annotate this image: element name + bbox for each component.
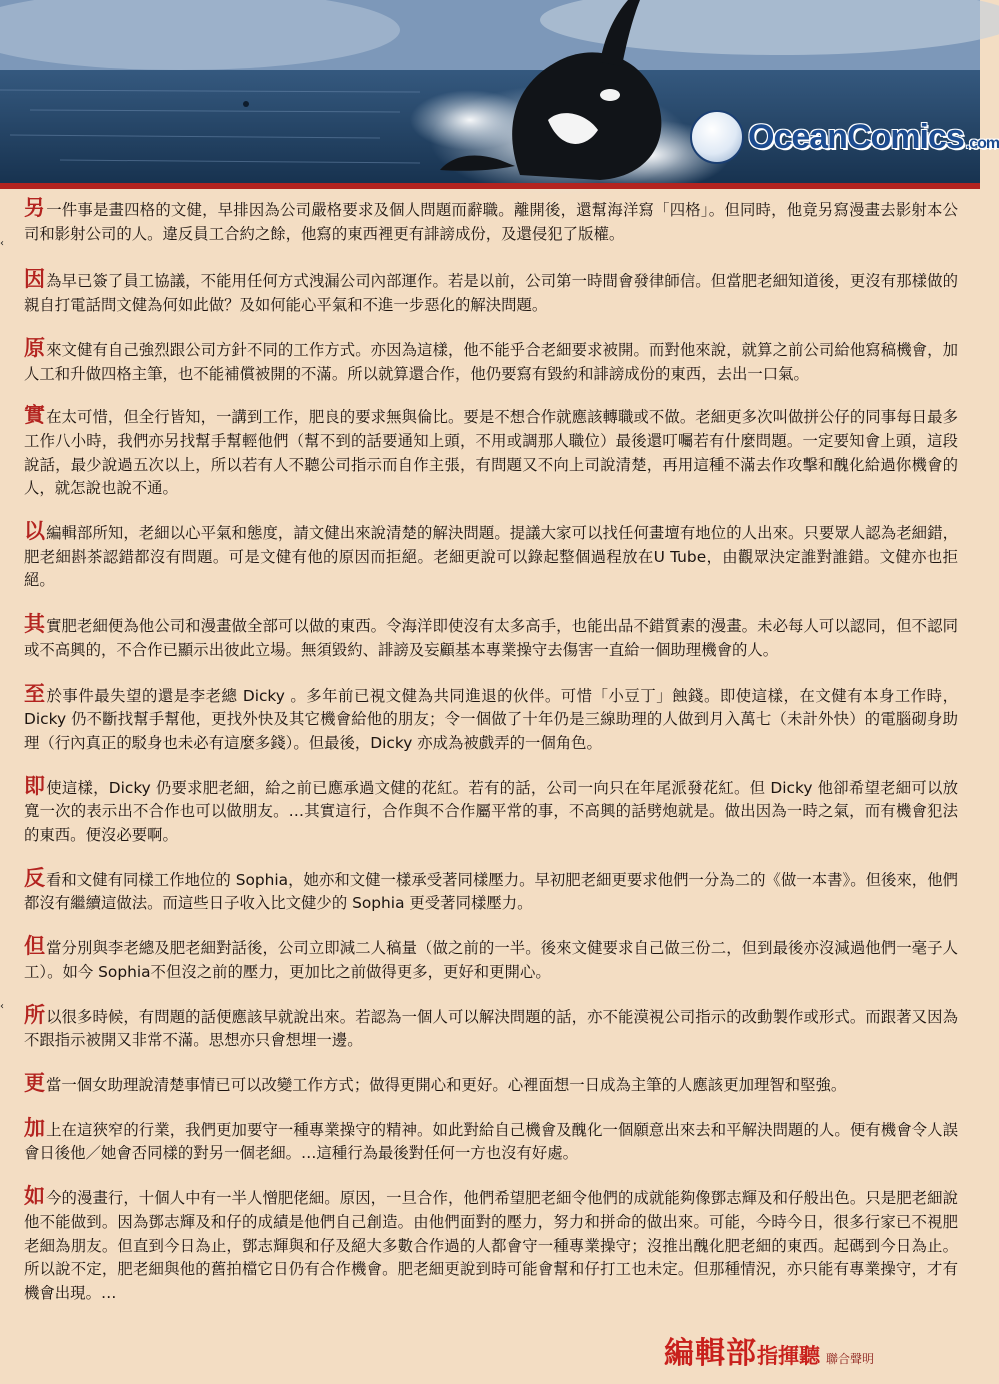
logo-emblem-icon	[690, 110, 744, 164]
paragraph	[24, 774, 958, 848]
drop-cap: 實	[24, 402, 45, 428]
article-body	[24, 192, 958, 1306]
paragraph-text: 實肥老細便為他公司和漫畫做全部可以做的東西。令海洋即使沒有太多高手，也能出品不錯質素的漫畫。未必每人可以認同，但不認同或不高興的，不合作已顯示出彼此立場。無須毀約、誹謗及妄顧基本專業操守去傷害一直給一個助理機會的人。	[24, 617, 958, 659]
paragraph	[24, 1116, 958, 1166]
signature-note: 聯合聲明	[826, 1352, 875, 1366]
paragraph	[24, 934, 958, 984]
paragraph-text: 在太可惜，但全行皆知，一講到工作，肥良的要求無與倫比。要是不想合作就應該轉職或不做。老細更多次叫做拼公仔的同事每日最多工作八小時，我們亦另找幫手幫輕他們（幫不到的話要通知上頭，不用或調那人職位）最後還叮囑若有什麼問題。一定要知會上頭，這段說話，最少說過五次以上，所以若有人不聽公司指示而自作主張，有問題又不向上司說清楚，再用這種不滿去作攻擊和醜化給過你機會的人，就怎說也說不通。	[24, 408, 958, 498]
edge-mark: ‹	[0, 1001, 4, 1012]
paragraph-text: 上在這狹窄的行業，我們更加要守一種專業操守的精神。如此對給自己機會及醜化一個願意出來去和平解決問題的人。便有機會令人誤會日後他／她會否同樣的對另一個老細。…這種行為最後對任何一方也沒有好處。	[24, 1120, 958, 1163]
paragraph-text: 以很多時候，有問題的話便應該早就說出來。若認為一個人可以解決問題的話，亦不能漠視公司指示的改動製作或形式。而跟著又因為不跟指示被開又非常不滿。思想亦只會想埋一邊。	[24, 1007, 958, 1050]
paragraph-text: 於事件最失望的還是李老總 Dicky 。多年前已視文健為共同進退的伙伴。可惜「小豆丁」蝕錢。即使這樣，在文健有本身工作時，Dicky 仍不斷找幫手幫他，更找外快及其它機會給他的朋友；令一個做了十年仍是三線助理的人做到月入萬七（未計外快）的電腦砌身助理（行內真正的駁身也未必有這麼多錢）。但最後，Dicky 亦成為被戲弄的一個角色。	[24, 686, 958, 752]
paragraph	[24, 612, 958, 662]
drop-cap: 另	[24, 195, 45, 220]
drop-cap: 原	[24, 334, 45, 360]
drop-cap: 即	[24, 772, 45, 798]
paragraph	[24, 1003, 958, 1053]
paragraph-text: 看和文健有同樣工作地位的 Sophia，她亦和文健一樣承受著同樣壓力。早初肥老細更要求他們一分為二的《做一本書》。但後來，他們都沒有繼續這做法。而這些日子收入比文健少的 Sophia 更受著同樣壓力。	[24, 870, 958, 913]
drop-cap: 反	[24, 864, 45, 890]
paragraph	[24, 267, 958, 317]
paragraph-text: 今的漫畫行，十個人中有一半人憎肥佬細。原因，一旦合作，他們希望肥老細令他們的成就能夠像鄧志輝及和仔般出色。只是肥老細說他不能做到。因為鄧志輝及和仔的成績是他們自己創造。由他們面對的壓力，努力和拼命的做出來。可能，今時今日，很多行家已不視肥老細為朋友。但直到今日為止，鄧志輝與和仔及絕大多數合作過的人都會守一種專業操守；沒推出醜化肥老細的東西。起碼到今日為止。所以說不定，肥老細與他的舊拍檔它日仍有合作機會。肥老細更說到時可能會幫和仔打工也未定。但那種情況，亦只能有專業操守，才有機會出現。…	[24, 1189, 958, 1302]
drop-cap: 所	[24, 1001, 45, 1027]
edge-mark: ‹	[0, 238, 4, 249]
paragraph	[24, 866, 958, 916]
paragraph	[24, 1071, 958, 1098]
paragraph-text: 當一個女助理說清楚事情已可以改變工作方式；做得更開心和更好。心裡面想一日成為主筆的人應該更加理智和堅強。	[46, 1075, 847, 1094]
paragraph-text: 當分別與李老總及肥老細對話後，公司立即減二人稿量（做之前的一半。後來文健要求自己做三份二，但到最後亦沒減過他們一毫子人工）。如今 Sophia不但沒之前的壓力，更加比之前做得更多，更好和更開心。	[24, 939, 958, 981]
paragraph	[24, 1184, 958, 1306]
drop-cap: 加	[24, 1114, 45, 1140]
paragraph-text: 使這樣，Dicky 仍要求肥老細，給之前已應承過文健的花紅。若有的話，公司一向只在年尾派發花紅。但 Dicky 他卻希望老細可以放寬一次的表示出不合作也可以做朋友。…其實這行，合作與不合作屬平常的事，不高興的話劈炮就是。做出因為一時之氣，而有機會犯法的東西。便沒必要啊。	[24, 778, 958, 845]
paragraph	[24, 682, 958, 756]
drop-cap: 因	[24, 266, 45, 292]
drop-cap: 如	[24, 1183, 45, 1209]
paragraph	[24, 403, 958, 501]
drop-cap: 至	[24, 680, 45, 706]
paragraph-text: 編輯部所知，老細以心平氣和態度，請文健出來說清楚的解決問題。提議大家可以找任何畫壇有地位的人出來。只要眾人認為老細錯，肥老細斟茶認錯都沒有問題。可是文健有他的原因而拒絕。老細更說可以錄起整個過程放在U Tube，由觀眾決定誰對誰錯。文健亦也拒絕。	[24, 524, 958, 590]
signature-sub: 指揮聽	[757, 1343, 820, 1368]
editorial-signature	[664, 1328, 875, 1371]
banner-divider	[0, 183, 980, 189]
paragraph	[24, 196, 958, 246]
header-banner	[0, 0, 999, 185]
drop-cap: 更	[24, 1069, 45, 1095]
paragraph	[24, 336, 958, 386]
drop-cap: 其	[24, 611, 45, 637]
signature-main: 編輯部	[664, 1336, 757, 1371]
drop-cap: 以	[24, 518, 45, 544]
drop-cap: 但	[24, 933, 45, 959]
paragraph	[24, 519, 958, 593]
paragraph-text: 一件事是畫四格的文健，早排因為公司嚴格要求及個人問題而辭職。離開後，還幫海洋寫「四格」。但同時，他竟另寫漫畫去影射本公司和影射公司的人。違反員工合約之餘，他寫的東西裡更有誹謗成份，及還侵犯了版權。	[24, 201, 958, 243]
site-logo	[690, 108, 999, 166]
paragraph-text: 來文健有自己強烈跟公司方針不同的工作方式。亦因為這樣，他不能乎合老細要求被開。而對他來說，就算之前公司給他寫稿機會，加人工和升做四格主筆，也不能補償被開的不滿。所以就算還合作，他仍要寫有毀約和誹謗成份的東西，去出一口氣。	[24, 340, 958, 383]
paragraph-text: 為早已簽了員工協議，不能用任何方式洩漏公司內部運作。若是以前，公司第一時間會發律師信。但當肥老細知道後，更沒有那樣做的親自打電話問文健為何如此做？及如何能心平氣和不進一步惡化的解決問題。	[24, 272, 958, 315]
logo-text: OceanComics .com	[748, 117, 999, 156]
